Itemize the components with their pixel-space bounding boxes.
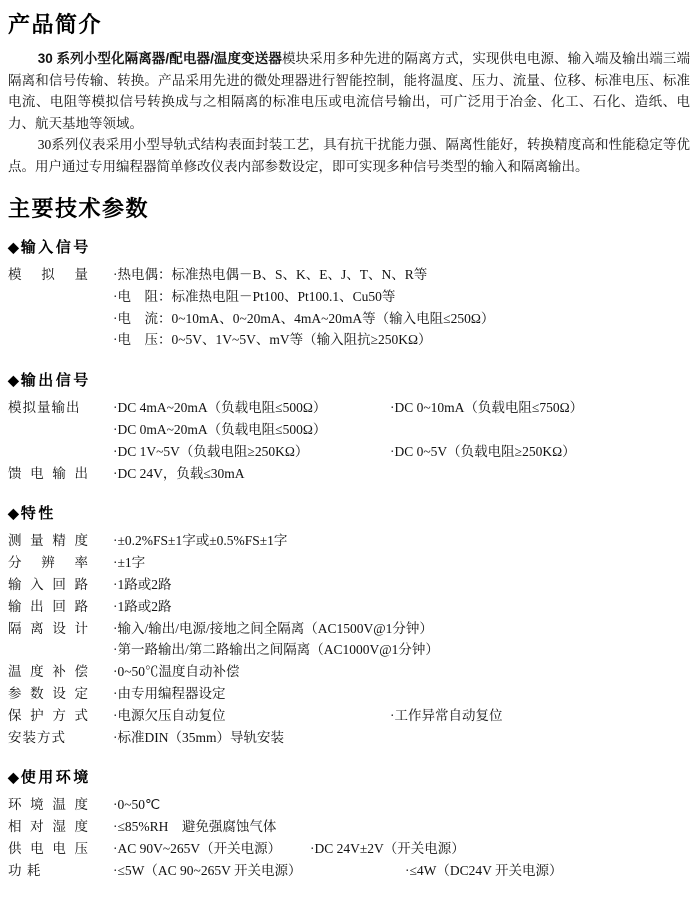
spec-row [8, 463, 690, 485]
spec-value: ·电 压：0~5V、1V~5V、mV等（输入阻抗≥250KΩ） [113, 332, 432, 348]
spec-value: ·AC 90V~265V（开关电源） [113, 840, 282, 856]
intro-paragraph-1 [8, 48, 690, 134]
spec-row [8, 705, 690, 727]
spec-value: ·热电偶：标准热电偶－B、S、K、E、J、T、N、R等 [113, 267, 428, 282]
spec-row [8, 397, 690, 419]
spec-label: 功 耗 [8, 862, 42, 878]
spec-row [8, 441, 690, 463]
spec-label: 温度补偿 [8, 664, 88, 680]
section-heading-input-label: 输入信号 [20, 240, 91, 256]
spec-value: ·1路或2路 [113, 576, 172, 592]
spec-value: ·DC 0mA~20mA（负载电阻≤500Ω） [113, 421, 327, 437]
diamond-icon: ◆ [8, 507, 19, 523]
spec-row [8, 727, 690, 749]
spec-value-col2: ·DC 0~10mA（负载电阻≤750Ω） [390, 400, 584, 416]
spec-value: ·第一路输出/第二路输出之间隔离（AC1000V@1分钟） [113, 642, 439, 658]
spec-row [8, 618, 690, 640]
spec-value: ·电源欠压自动复位 [113, 707, 226, 723]
diamond-icon: ◆ [8, 241, 19, 256]
page-title: 产品简介 [8, 12, 103, 37]
spec-value: ·标准DIN（35mm）导轨安装 [113, 729, 284, 745]
spec-row [8, 596, 690, 618]
section-environment [8, 766, 690, 881]
spec-label: 输入回路 [8, 576, 88, 592]
spec-row [8, 286, 690, 308]
spec-value: ·1路或2路 [113, 598, 172, 614]
spec-label: 输出回路 [8, 598, 88, 614]
spec-value: ·输入/输出/电源/接地之间全隔离（AC1500V@1分钟） [113, 620, 433, 636]
section-features [8, 502, 690, 748]
spec-label: 参数设定 [8, 685, 88, 701]
spec-row [8, 860, 690, 882]
spec-value: ·±0.2%FS±1字或±0.5%FS±1字 [113, 533, 288, 549]
spec-row [8, 816, 690, 838]
intro-paragraph-1-text: 模块采用多种先进的隔离方式，实现供电电源、输入端及输出端三端隔离和信号传输、转换。产品采用先进的微处理器进行智能控制，能将温度、压力、流量、位移、标准电压、标准电流、电阻等模拟信号转换成与之相隔离的标准电压或电流信号输出，可广泛用于冶金、化工、石化、造纸、电力、航天基地等领域。 [8, 51, 690, 131]
section-heading-features-label: 特性 [20, 506, 56, 523]
spec-row [8, 661, 690, 683]
spec-value-col2: ·≤4W（DC24V 开关电源） [405, 862, 563, 878]
spec-label: 模拟量 [8, 267, 88, 282]
spec-value: ·0~50℃ [113, 797, 161, 813]
spec-value: ·DC 24V，负载≤30mA [113, 465, 245, 481]
spec-value: ·DC 4mA~20mA（负载电阻≤500Ω） [113, 400, 327, 416]
spec-label: 分辨率 [8, 555, 88, 571]
diamond-icon: ◆ [8, 771, 19, 787]
spec-row [8, 308, 690, 330]
section-input-signal [8, 236, 690, 351]
spec-value-col2: ·工作异常自动复位 [390, 707, 503, 723]
spec-label: 安装方式 [8, 729, 66, 745]
diamond-icon: ◆ [8, 374, 19, 390]
spec-label: 保护方式 [8, 707, 88, 723]
spec-row [8, 329, 690, 351]
section-heading-output [8, 369, 690, 390]
section-heading-output-label: 输出信号 [20, 373, 91, 390]
spec-row [8, 683, 690, 705]
tech-params-title: 主要技术参数 [8, 196, 150, 221]
spec-value-col2: ·DC 0~5V（负载电阻≥250KΩ） [390, 443, 576, 459]
spec-label: 隔离设计 [8, 620, 88, 636]
section-heading-environment-label: 使用环境 [20, 770, 91, 787]
spec-label: 供电电压 [8, 840, 88, 856]
section-heading-features [8, 502, 690, 523]
spec-label: 馈电输出 [8, 465, 88, 481]
spec-row [8, 552, 690, 574]
spec-label: 环境温度 [8, 797, 88, 813]
spec-value: ·由专用编程器设定 [113, 685, 226, 701]
intro-paragraph-2: 30系列仪表采用小型导轨式结构表面封装工艺，具有抗干扰能力强、隔离性能好，转换精度高和性能稳定等优点。用户通过专用编程器简单修改仪表内部参数设定，即可实现多种信号类型的输入和隔离输出。 [8, 137, 690, 174]
spec-row [8, 419, 690, 441]
spec-value-col2: ·DC 24V±2V（开关电源） [310, 840, 465, 856]
section-heading-environment [8, 766, 690, 787]
spec-value: ·DC 1V~5V（负载电阻≥250KΩ） [113, 443, 309, 459]
spec-row [8, 530, 690, 552]
section-heading-input [8, 236, 690, 257]
spec-row [8, 639, 690, 661]
spec-row [8, 574, 690, 596]
spec-value: ·≤85%RH 避免强腐蚀气体 [113, 819, 277, 835]
spec-value: ·电 流：0~10mA、0~20mA、4mA~20mA等（输入电阻≤250Ω） [113, 310, 495, 326]
spec-value: ·电 阻：标准热电阻－Pt100、Pt100.1、Cu50等 [113, 288, 396, 304]
section-output-signal [8, 369, 690, 484]
spec-value: ·≤5W（AC 90~265V 开关电源） [113, 862, 302, 878]
spec-row [8, 794, 690, 816]
spec-value: ·±1字 [113, 555, 146, 571]
spec-label: 测量精度 [8, 533, 88, 549]
spec-row [8, 838, 690, 860]
spec-row [8, 264, 690, 286]
spec-label: 模拟量输出 [8, 400, 81, 416]
spec-value: ·0~50℃温度自动补偿 [113, 664, 240, 680]
spec-label: 相对湿度 [8, 819, 88, 835]
product-series-name: 30 系列小型化隔离器/配电器/温度变送器 [37, 51, 282, 66]
